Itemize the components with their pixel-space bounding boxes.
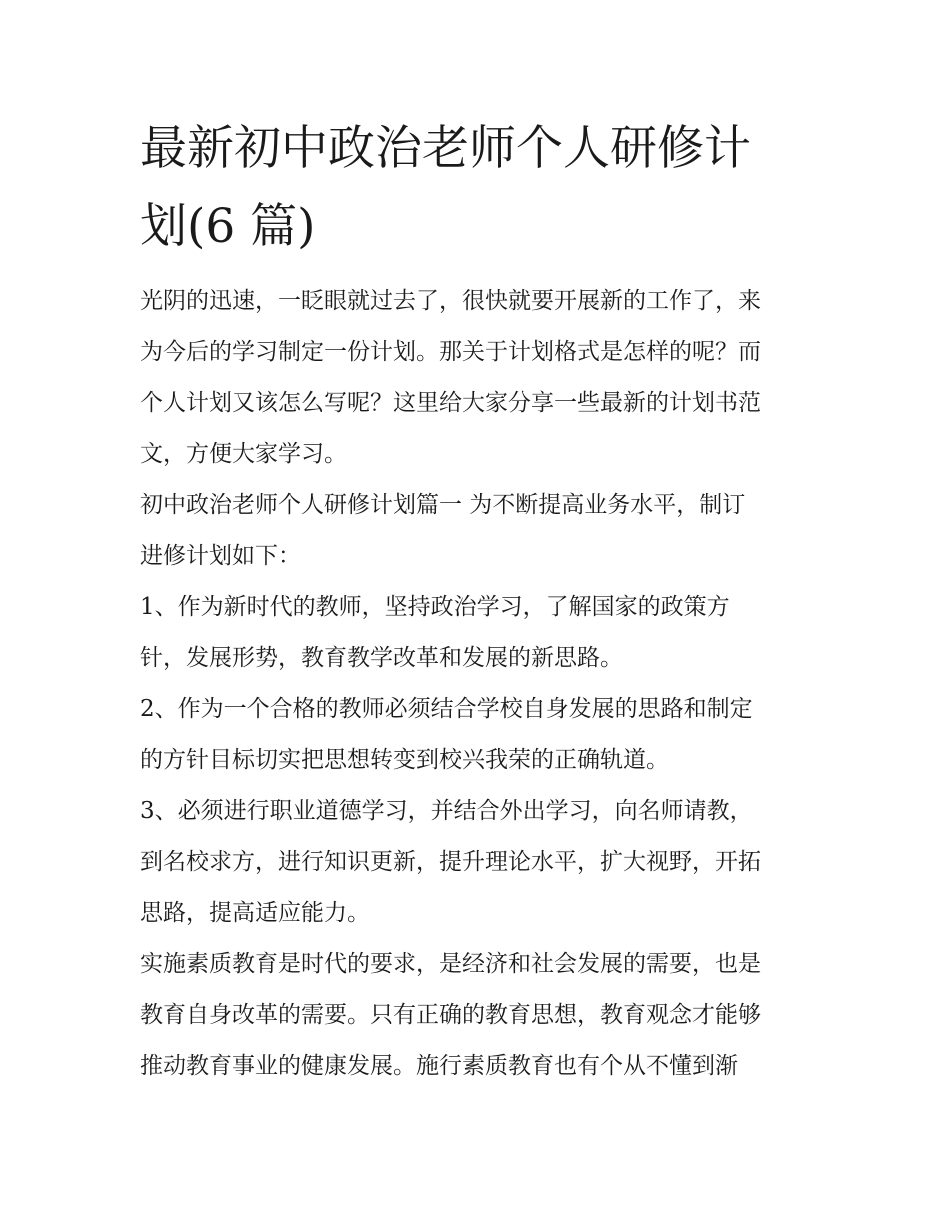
text-line: 光阴的迅速，一眨眼就过去了，很快就要开展新的工作了，来	[140, 288, 761, 314]
text-line: 初中政治老师个人研修计划篇一 为不断提高业务水平，制订	[140, 492, 746, 518]
text-line: 进修计划如下：	[140, 543, 301, 569]
text-line: 的方针目标切实把思想转变到校兴我荣的正确轨道。	[140, 747, 669, 773]
text-line: 2、作为一个合格的教师必须结合学校自身发展的思路和制定	[140, 696, 753, 722]
text-line: 思路，提高适应能力。	[140, 900, 370, 926]
text-line: 教育自身改革的需要。只有正确的教育思想，教育观念才能够	[140, 1002, 761, 1028]
text-line: 推动教育事业的健康发展。施行素质教育也有个从不懂到渐	[140, 1053, 738, 1079]
text-line: 文，方便大家学习。	[140, 441, 347, 467]
text-line: 为今后的学习制定一份计划。那关于计划格式是怎样的呢？而	[140, 339, 761, 365]
text-line: 针，发展形势，教育教学改革和发展的新思路。	[140, 645, 623, 671]
text-line: 到名校求方，进行知识更新，提升理论水平，扩大视野，开拓	[140, 849, 761, 875]
text-line: 个人计划又该怎么写呢？这里给大家分享一些最新的计划书范	[140, 390, 761, 416]
title-line-1: 最新初中政治老师个人研修计	[140, 121, 751, 176]
text-line: 1、作为新时代的教师，坚持政治学习，了解国家的政策方	[140, 594, 730, 620]
document-title	[140, 110, 820, 266]
document-body	[140, 276, 820, 1092]
text-line: 3、必须进行职业道德学习，并结合外出学习，向名师请教，	[140, 798, 753, 824]
title-line-2: 划(6 篇)	[140, 199, 316, 254]
text-line: 实施素质教育是时代的要求，是经济和社会发展的需要，也是	[140, 951, 761, 977]
